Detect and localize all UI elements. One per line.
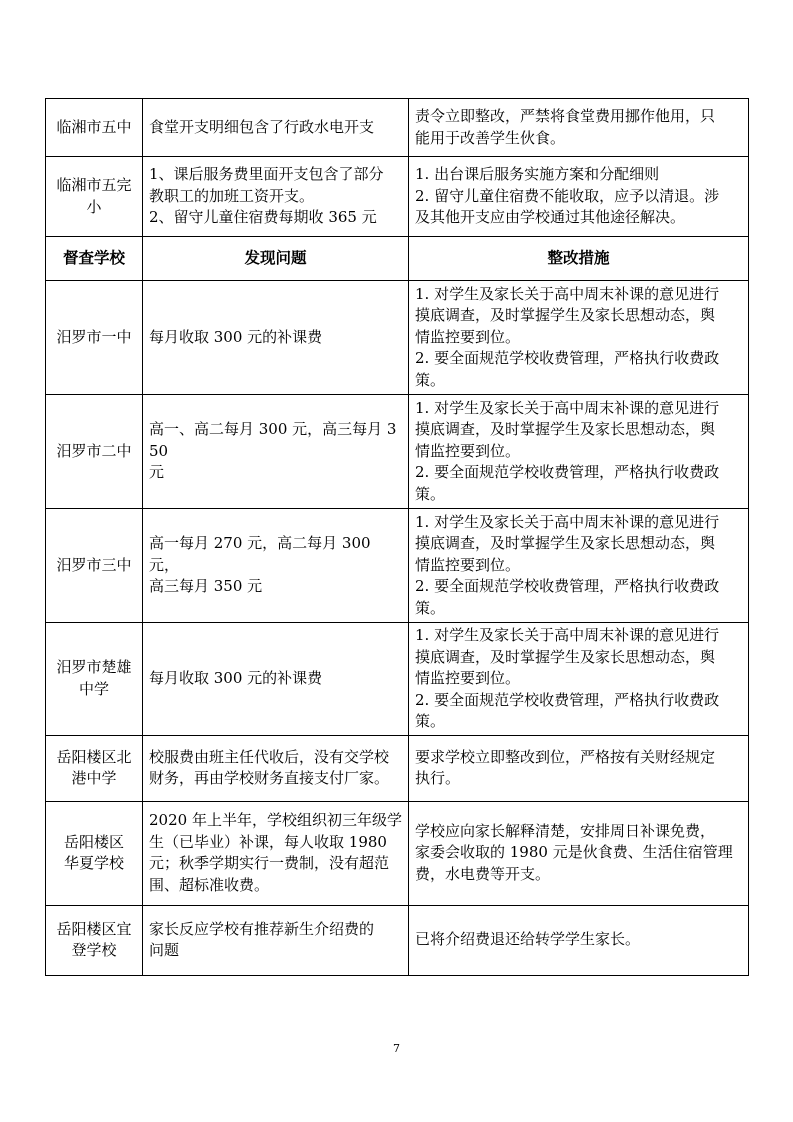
fix-cell-line: 策。 [415, 484, 446, 503]
fix-cell-line: 2. 要全面规范学校收费管理，严格执行收费政 [415, 690, 720, 709]
header-fix: 整改措施 [409, 237, 749, 281]
fix-cell-line: 要求学校立即整改到位，严格按有关财经规定 [415, 747, 716, 766]
school-cell-line: 汨罗市一中 [56, 327, 132, 346]
fix-cell-line: 能用于改善学生伙食。 [415, 128, 566, 147]
issue-cell-line: 家长反应学校有推荐新生介绍费的 [149, 919, 375, 938]
fix-cell [409, 395, 749, 509]
table-row [46, 905, 749, 975]
issue-cell [143, 905, 409, 975]
issue-cell-line: 1、课后服务费里面开支包含了部分 [149, 165, 384, 184]
issue-cell-line: 每月收取 300 元的补课费 [149, 327, 323, 346]
fix-cell-line: 及其他开支应由学校通过其他途径解决。 [415, 208, 686, 227]
school-cell-line: 临湘市五完 [56, 176, 132, 194]
school-cell [46, 99, 143, 157]
fix-cell-line: 情监控要到位。 [415, 555, 521, 574]
fix-cell-line: 执行。 [415, 769, 461, 787]
issue-cell-line: 问题 [149, 941, 180, 959]
fix-cell-line: 策。 [415, 712, 446, 730]
fix-cell-line: 情监控要到位。 [415, 441, 521, 460]
school-cell [46, 735, 143, 801]
issue-cell-line: 校服费由班主任代收后，没有交学校 [149, 747, 390, 766]
issue-cell [143, 623, 409, 736]
school-cell-line: 小 [86, 197, 102, 216]
issue-cell-line: 高三每月 350 元 [149, 577, 263, 596]
issue-cell-line: 高一、高二每月 300 元，高三每月 350 [149, 420, 397, 460]
issue-cell-line: 2020 年上半年，学校组织初三年级学 [149, 811, 402, 829]
fix-cell-line: 1. 对学生及家长关于高中周末补课的意见进行 [415, 626, 720, 644]
school-cell [46, 395, 143, 509]
fix-cell-line: 责令立即整改，严禁将食堂费用挪作他用，只 [415, 107, 716, 125]
school-cell [46, 623, 143, 736]
fix-cell-line: 1. 对学生及家长关于高中周末补课的意见进行 [415, 512, 720, 531]
header-issue: 发现问题 [143, 237, 409, 281]
fix-cell-line: 策。 [415, 598, 446, 617]
issue-cell [143, 735, 409, 801]
school-cell [46, 157, 143, 237]
fix-cell [409, 801, 749, 905]
issue-cell-line: 高一每月 270 元，高二每月 300 元， [149, 534, 371, 574]
fix-cell [409, 99, 749, 157]
fix-cell-line: 摸底调查，及时掌握学生及家长思想动态，舆 [415, 306, 716, 325]
school-cell-line: 岳阳楼区宜 [56, 919, 132, 938]
school-cell-line: 汨罗市楚雄 [56, 658, 132, 677]
school-cell-line: 港中学 [71, 769, 117, 787]
fix-cell-line: 策。 [415, 370, 446, 389]
fix-cell-line: 2. 要全面规范学校收费管理，严格执行收费政 [415, 349, 720, 368]
issue-cell-line: 元 [149, 463, 165, 482]
table-row [46, 395, 749, 509]
issue-cell-line: 围、超标准收费。 [149, 875, 270, 894]
fix-cell-line: 摸底调查，及时掌握学生及家长思想动态，舆 [415, 647, 716, 666]
fix-cell-line: 费，水电费等开支。 [415, 864, 551, 883]
fix-cell [409, 281, 749, 395]
fix-cell-line: 1. 对学生及家长关于高中周末补课的意见进行 [415, 284, 720, 303]
fix-cell-line: 摸底调查，及时掌握学生及家长思想动态，舆 [415, 420, 716, 439]
inspection-table [45, 98, 749, 976]
school-cell-line: 临湘市五中 [56, 117, 132, 136]
fix-cell-line: 情监控要到位。 [415, 669, 521, 687]
table-body [46, 99, 749, 976]
school-cell [46, 281, 143, 395]
school-cell-line: 中学 [78, 679, 109, 698]
table-row [46, 157, 749, 237]
fix-cell-line: 1. 出台课后服务实施方案和分配细则 [415, 165, 660, 184]
issue-cell-line: 2、留守儿童住宿费每期收 365 元 [149, 208, 377, 227]
issue-cell-line: 教职工的加班工资开支。 [149, 186, 315, 205]
school-cell [46, 509, 143, 623]
school-cell-line: 华夏学校 [63, 854, 124, 872]
table-row [46, 801, 749, 905]
school-cell [46, 801, 143, 905]
fix-cell-line: 2. 要全面规范学校收费管理，严格执行收费政 [415, 577, 720, 596]
issue-cell [143, 281, 409, 395]
table-row [46, 281, 749, 395]
issue-cell [143, 99, 409, 157]
issue-cell [143, 395, 409, 509]
fix-cell-line: 1. 对学生及家长关于高中周末补课的意见进行 [415, 398, 720, 417]
fix-cell-line: 2. 要全面规范学校收费管理，严格执行收费政 [415, 463, 720, 482]
fix-cell [409, 735, 749, 801]
school-cell-line: 登学校 [71, 941, 117, 959]
fix-cell-line: 已将介绍费退还给转学学生家长。 [415, 930, 641, 949]
issue-cell [143, 801, 409, 905]
school-cell-line: 汨罗市三中 [56, 555, 132, 574]
table-row [46, 735, 749, 801]
header-row [46, 237, 749, 281]
header-school: 督查学校 [46, 237, 143, 281]
fix-cell-line: 学校应向家长解释清楚，安排周日补课免费， [415, 821, 716, 840]
issue-cell-line: 财务，再由学校财务直接支付厂家。 [149, 769, 390, 787]
fix-cell-line: 摸底调查，及时掌握学生及家长思想动态，舆 [415, 534, 716, 553]
fix-cell [409, 905, 749, 975]
issue-cell-line: 每月收取 300 元的补课费 [149, 669, 323, 687]
table-row [46, 99, 749, 157]
fix-cell [409, 623, 749, 736]
fix-cell [409, 509, 749, 623]
school-cell-line: 汨罗市二中 [56, 441, 132, 460]
fix-cell-line: 家委会收取的 1980 元是伙食费、生活住宿管理 [415, 843, 733, 862]
table-row [46, 623, 749, 736]
issue-cell-line: 元；秋季学期实行一费制，没有超范 [149, 854, 390, 872]
issue-cell [143, 157, 409, 237]
school-cell [46, 905, 143, 975]
school-cell-line: 岳阳楼区北 [56, 747, 132, 766]
fix-cell-line: 2. 留守儿童住宿费不能收取，应予以清退。涉 [415, 186, 720, 205]
table-row [46, 509, 749, 623]
issue-cell-line: 食堂开支明细包含了行政水电开支 [149, 117, 375, 136]
page-number: 7 [393, 1042, 400, 1055]
fix-cell [409, 157, 749, 237]
issue-cell-line: 生（已毕业）补课，每人收取 1980 [149, 832, 387, 851]
issue-cell [143, 509, 409, 623]
fix-cell-line: 情监控要到位。 [415, 327, 521, 346]
school-cell-line: 岳阳楼区 [63, 832, 124, 851]
